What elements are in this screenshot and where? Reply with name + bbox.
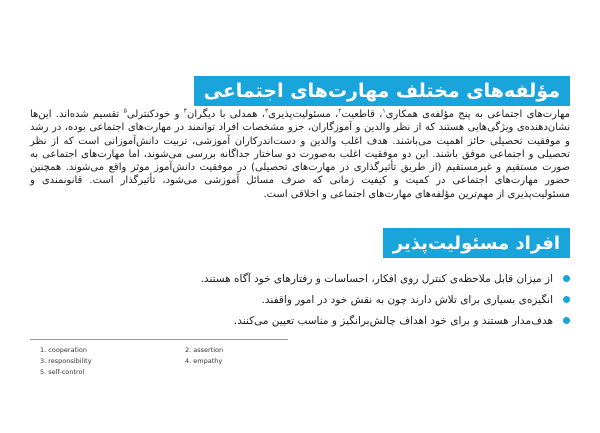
bullet-list (30, 268, 570, 331)
bullet-dot-icon (563, 296, 570, 303)
footnote-ref-3: ۳ (264, 107, 269, 115)
body-paragraph: مهارت‌های اجتماعی به پنج مؤلفه‌ی همکاری$^۱$، قاطعیت$^۲$، مسئولیت‌پذیری$^۳$، همدلی با دیگران$^۴$ و خودکنترلی$^۵$ تقسیم شده‌اند. این‌ها نشان‌دهنده‌ی ویژگی‌هایی هستند که از نظر والدین و آموزگاران، جزو مشخصات افراد توانمند در مهارت‌های اجتماعی بوده، در رشد و موفقیت تحصیلی حائز اهمیت می‌باشند. هدف اغلب والدین و دست‌اندرکاران آموزشی، تربیت دانش‌آموزانی است که از نظر تحصیلی و اجتماعی موفق باشند. این دو موفقیت اغلب به‌صورت دو ساختار جداگانه بررسی می‌شوند، اما مهارت‌های اجتماعی به صورت مستقیم و غیرمستقیم (از طریق تأثیرگذاری در مهارت‌های تحصیلی) در موفقیت دانش‌آموز موثر واقع می‌شوند. همچنین حضور مهارت‌های اجتماعی در کمیت و کیفیت زمانی که صرف مسائل آموزشی می‌شود، تأثیرگذار است. قانونمندی و مسئولیت‌پذیری از مهم‌ترین مؤلفه‌های مهارت‌های اجتماعی و اخلاقی است. (30, 107, 570, 200)
footnote-3: 3. responsibility (40, 357, 92, 365)
list-item: از میزان قابل ملاحظه‌ی کنترل روی افکار، احساسات و رفتارهای خود آگاه هستند. (30, 268, 570, 289)
bullet-dot-icon (563, 317, 570, 324)
section-title-social-skills-components: مؤلفه‌های مختلف مهارت‌های اجتماعی (194, 76, 570, 106)
bullet-dot-icon (563, 275, 570, 282)
footnote-ref-5: ۵ (123, 107, 127, 115)
footnote-ref-1: ۱ (382, 107, 386, 115)
footnote-5: 5. self-control (40, 368, 85, 376)
footnote-divider (30, 339, 288, 340)
footnote-ref-2: ۲ (338, 107, 342, 115)
list-item: انگیزه‌ی بسیاری برای تلاش دارند چون به نقش خود در امور واقفند. (30, 289, 570, 310)
footnote-ref-4: ۴ (183, 107, 187, 115)
footnote-4: 4. empathy (185, 357, 223, 365)
footnote-1: 1. cooperation (40, 346, 88, 354)
footnote-2: 2. assertion (185, 346, 224, 354)
list-item: هدف‌مدار هستند و برای خود اهداف چالش‌برانگیز و مناسب تعیین می‌کنند. (30, 310, 570, 331)
section-title-responsible-people: افراد مسئولیت‌پذیر (383, 228, 570, 258)
